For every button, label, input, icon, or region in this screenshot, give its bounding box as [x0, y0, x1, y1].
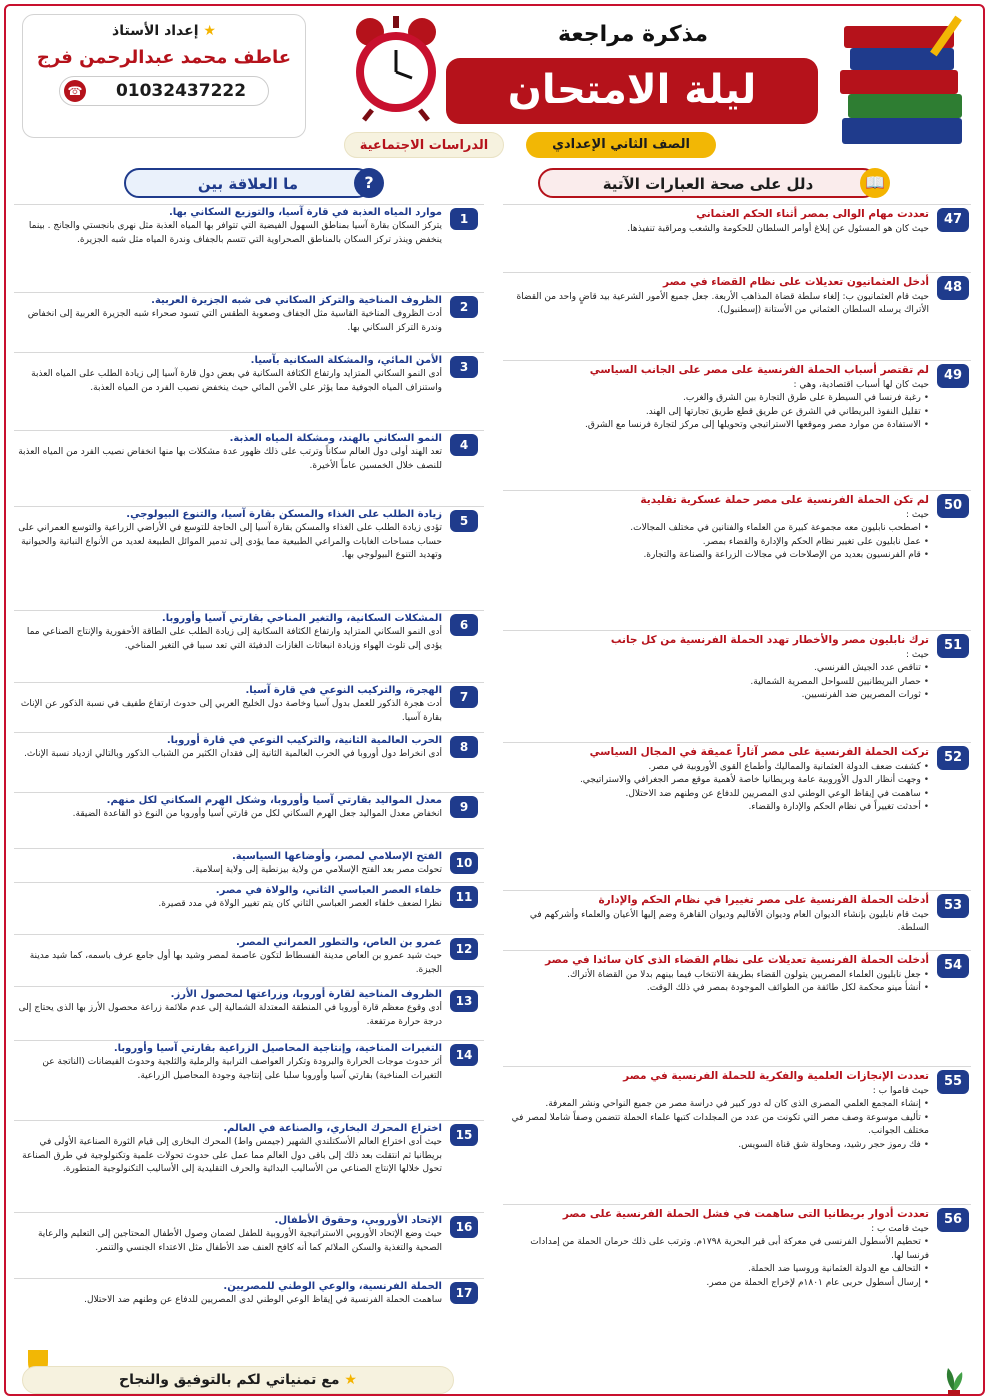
- item-question: تعددت الإنجازات العلمية والفكرية للحملة الفرنسية في مصر: [623, 1070, 929, 1082]
- item-bullet: • كشفت ضعف الدولة العثمانية والمماليك وأطماع القوى الأوروبية في مصر.: [507, 761, 929, 775]
- left-item: [14, 292, 484, 352]
- item-answer: أدى وقوع معظم قارة أوروبا في المنطقة المعتدلة الشمالية إلى عدم ملائمة زراعة محصول الأرز بها الذى يحتاج إلى درجة حرارة مرتفعة.: [18, 1003, 442, 1027]
- item-answer: أدت الظروف المناخية القاسية مثل الجفاف وصعوبة الطقس التي تسود صحراء شبه الجزيرة العربية إلى انخفاض وندرة التركز السكاني بها.: [27, 309, 442, 333]
- right-item: [503, 742, 971, 890]
- item-answer: حيث قاموا ب :: [872, 1085, 929, 1096]
- teacher-label: إعداد الأستاذ: [112, 23, 199, 39]
- item-number-badge: 3: [450, 356, 478, 378]
- item-number-badge: 51: [937, 634, 969, 658]
- item-answer: أدى النمو السكاني المتزايد وارتفاع الكثافة السكانية إلى زيادة الطلب على الطاقة الأحفورية والإنتاج الصناعي مما يؤدى إلى تلوث الهواء وزيادة انبعاثات الغازات الدفيئة التي تعد سببا في التغير المناخي.: [26, 627, 442, 651]
- item-question: ترك نابليون مصر والأخطار تهدد الحملة الفرنسية من كل جانب: [610, 634, 929, 646]
- item-number-badge: 13: [450, 990, 478, 1012]
- teacher-name: عاطف محمد عبدالرحمن فرج: [36, 47, 292, 68]
- book-icon: 📖: [860, 168, 890, 198]
- item-question: معدل المواليد بقارتي آسيا وأوروبا، وشكل الهرم السكاني لكل منهم.: [106, 795, 442, 806]
- item-question: الإتحاد الأوروبي، وحقوق الأطفال.: [274, 1215, 442, 1226]
- item-number-badge: 16: [450, 1216, 478, 1238]
- item-bullet: • تقليل النفوذ البريطاني في الشرق عن طريق قطع طريق تجارتها إلى الهند.: [507, 406, 929, 420]
- left-item: [14, 682, 484, 732]
- title-small: مذكرة مراجعة: [558, 22, 708, 47]
- item-number-badge: 12: [450, 938, 478, 960]
- item-number-badge: 7: [450, 686, 478, 708]
- question-icon: ?: [354, 168, 384, 198]
- item-answer: حيث وضع الإتحاد الأوروبي الاستراتيجية الأوروبية للطفل لضمان وصول الأطفال المحتاجين إلى التعليم والرعاية الصحية والتغذية والسكن الملائم كما أنه كافح العنف ضد الأطفال مثل الاعتداء الجنسي والتنمر.: [37, 1229, 442, 1253]
- section-title-left: [124, 168, 372, 198]
- item-question: الظروف المناخية والتركز السكاني فى شبه الجزيرة العربية.: [151, 295, 442, 306]
- item-bullet: • قام الفرنسيون بعديد من الإصلاحات في مجالات الزراعة والصناعة والتجارة.: [507, 549, 929, 563]
- item-number-badge: 52: [937, 746, 969, 770]
- item-bullet: • رغبة فرنسا في السيطرة على طرق التجارة بين الشرق والغرب.: [507, 392, 929, 406]
- item-number-badge: 50: [937, 494, 969, 518]
- item-bullet: • ثورات المصريين ضد الفرنسيين.: [507, 689, 929, 703]
- item-bullet: • أحدثت تغييراً في نظام الحكم والإدارة والقضاء.: [507, 801, 929, 815]
- right-item: [503, 630, 971, 742]
- item-question: الفتح الإسلامي لمصر، وأوضاعها السياسية.: [232, 851, 442, 862]
- item-question: زيادة الطلب على الغذاء والمسكن بقارة آسيا، والتنوع البيولوجي.: [126, 509, 442, 520]
- item-bullet: • تحطيم الأسطول الفرنسى في معركة أبى قير البحرية ١٧٩٨م. وترتب على ذلك حرمان الحملة من إمدادات فرنسا لها.: [507, 1236, 929, 1263]
- item-answer: حيث كان هو المسئول عن إبلاغ أوامر السلطان للحكومة والشعب ومراقبة تنفيذها.: [627, 223, 929, 234]
- item-number-badge: 15: [450, 1124, 478, 1146]
- left-item: [14, 506, 484, 610]
- item-bullet: • حصار البريطانيين للسواحل المصرية الشمالية.: [507, 676, 929, 690]
- phone-icon: ☎: [64, 80, 86, 102]
- item-question: أدخلت الحملة الفرنسية على مصر تغييرا في نظام الحكم والإدارة: [598, 894, 929, 906]
- item-question: تعددت مهام الوالى بمصر أثناء الحكم العثماني: [696, 208, 929, 220]
- alarm-clock-icon: [350, 12, 442, 124]
- item-number-badge: 9: [450, 796, 478, 818]
- left-item: [14, 1120, 484, 1212]
- item-bullet: • أنشأ مينو محكمة لكل طائفة من الطوائف الموجودة بمصر في ذلك الوقت.: [507, 982, 929, 996]
- item-number-badge: 8: [450, 736, 478, 758]
- left-item: [14, 1040, 484, 1120]
- item-answer: ساهمت الحملة الفرنسية في إيقاظ الوعي الوطني لدى المصريين للدفاع عن وطنهم ضد الاحتلال.: [84, 1295, 442, 1305]
- right-item: [503, 272, 971, 360]
- subject-pill: الدراسات الاجتماعية: [344, 132, 504, 158]
- item-bullet: • جعل نابليون العلماء المصريين يتولون القضاء بطريقة الانتخاب فيما بينهم بدلا من القضاة الأتراك.: [507, 969, 929, 983]
- left-item: [14, 1278, 484, 1334]
- left-item: [14, 732, 484, 792]
- section-title-left-text: ما العلاقة بين: [197, 175, 299, 193]
- section-title-right: [538, 168, 885, 198]
- item-number-badge: 47: [937, 208, 969, 232]
- item-question: تعددت أدوار بريطانيا التى ساهمت في فشل الحملة الفرنسية على مصر: [562, 1208, 929, 1220]
- left-item: [14, 204, 484, 292]
- item-question: موارد المياه العذبة في قارة آسيا، والتوزيع السكاني بها.: [168, 207, 442, 218]
- item-number-badge: 2: [450, 296, 478, 318]
- item-answer: حيث :: [905, 649, 929, 660]
- item-question: الأمن المائي، والمشكلة السكانية بآسيا.: [250, 355, 442, 366]
- item-question: لم تقتصر أسباب الحملة الفرنسية على مصر على الجانب السياسي: [589, 364, 929, 376]
- item-answer: تعد الهند أولى دول العالم سكاناً وترتب على ذلك ظهور عدة مشكلات بها منها انخفاض نصيب الفرد من المياه العذبة للنصف خلال الخمسين عاماً الأخيرة.: [18, 447, 442, 471]
- item-answer: حيث كان لها أسباب اقتصادية، وهي :: [793, 379, 929, 390]
- right-item: [503, 890, 971, 950]
- footer-banner: [22, 1366, 454, 1394]
- item-question: تركت الحملة الفرنسية على مصر آثاراً عميقة في المجال السياسي: [589, 746, 929, 758]
- item-question: الحملة الفرنسية، والوعي الوطني للمصريين.: [223, 1281, 442, 1292]
- item-number-badge: 10: [450, 852, 478, 874]
- left-item: [14, 352, 484, 430]
- item-question: أدخلت الحملة الفرنسية تعديلات على نظام القضاء الذى كان سائدا في مصر: [545, 954, 929, 966]
- right-item: [503, 1066, 971, 1204]
- item-answer: يتركز السكان بقارة آسيا بمناطق السهول الفيضية التي تتوافر بها المياه العذبة مثل نهرى بانجستي والجانج . بينما ينخفض وينذر تركز السكان بالمناطق الصحراوية التي تتسم بالجفاف وندرة المياه مثل شبه الجزيرة.: [28, 221, 442, 245]
- item-question: خلفاء العصر العباسي الثاني، والولاة في مصر.: [215, 885, 442, 896]
- right-column: [503, 204, 971, 1328]
- phone-box: [59, 76, 269, 106]
- item-bullet: • اصطحب نابليون معه مجموعة كبيرة من العلماء والفنانين في مختلف المجالات.: [507, 522, 929, 536]
- phone-number: 01032437222: [115, 81, 247, 101]
- item-number-badge: 55: [937, 1070, 969, 1094]
- item-answer: حيث قام العثمانيون ب: إلغاء سلطة قضاة المذاهب الأربعة. جعل جميع الأمور الشرعية بيد قاضٍ واحد من القضاة الأتراك يرسله السلطان العثماني من الأستانة (إسطنبول).: [516, 291, 929, 316]
- title-big: ليلة الامتحان: [446, 58, 818, 124]
- item-bullet: • فك رموز حجر رشيد، ومحاولة شق قناة السويس.: [507, 1139, 929, 1153]
- item-bullet: • تناقص عدد الجيش الفرنسي.: [507, 662, 929, 676]
- left-item: [14, 610, 484, 682]
- books-stack-icon: [834, 14, 974, 154]
- item-number-badge: 1: [450, 208, 478, 230]
- item-number-badge: 17: [450, 1282, 478, 1304]
- item-answer: حيث قام نابليون بإنشاء الديوان العام وديوان الأقاليم وديوان القاهرة وضم إليها الأعيان والعلماء وأشركهم في السلطة.: [529, 909, 929, 934]
- right-item: [503, 204, 971, 272]
- left-column: [14, 204, 484, 1334]
- left-item: [14, 986, 484, 1040]
- item-bullet: • إرسال أسطول حربى عام ١٨٠١م لإخراج الحملة من مصر.: [507, 1277, 929, 1291]
- item-answer: انخفاض معدل المواليد جعل الهرم السكاني لكل من قارتي آسيا وأوروبا من النوع ذو القاعدة الضيقة.: [72, 809, 442, 819]
- item-answer: أدى النمو السكاني المتزايد وارتفاع الكثافة السكانية في بعض دول قارة آسيا إلى زيادة الطلب على المياه العذبة واستنزاف المياه الجوفية مما يؤثر على الأمن المائي حيث ينخفض نصيب الفرد من المياه العذبة.: [31, 369, 442, 393]
- grade-pill: الصف الثاني الإعدادي: [526, 132, 716, 158]
- left-item: [14, 934, 484, 986]
- item-question: أدخل العثمانيون تعديلات على نظام القضاء في مصر: [663, 276, 929, 288]
- right-item: [503, 950, 971, 1066]
- left-item: [14, 882, 484, 934]
- item-question: عمرو بن العاص، والتطور العمراني المصر.: [235, 937, 442, 948]
- item-answer: نظرا لضعف خلفاء العصر العباسي الثاني كان يتم تغيير الولاة في مدد قصيرة.: [158, 899, 442, 909]
- item-bullet: • ساهمت في إيقاظ الوعي الوطني لدى المصريين للدفاع عن وطنهم ضد الاحتلال.: [507, 788, 929, 802]
- left-item: [14, 848, 484, 882]
- left-item: [14, 430, 484, 506]
- item-bullet: • عمل نابليون على تغيير نظام الحكم والإدارة والقضاء بمصر.: [507, 536, 929, 550]
- item-bullet: • الاستفادة من موارد مصر وموقعها الاستراتيجي وتحويلها إلى مركز لتجارة فرنسا مع الشرق.: [507, 419, 929, 433]
- item-question: اختراع المحرك البخاري، والصناعة في العالم.: [223, 1123, 442, 1134]
- teacher-label-row: [23, 23, 305, 39]
- section-title-right-text: دلل على صحة العبارات الآتية: [602, 175, 814, 193]
- star-icon: ★: [203, 23, 216, 39]
- star-icon: ★: [344, 1372, 357, 1388]
- item-bullet: • تأليف موسوعة وصف مصر التي تكونت من عدد من المجلدات كتبها علماء الحملة تتضمن وصفاً شاملا لمصر في مختلف الجوانب.: [507, 1112, 929, 1139]
- item-number-badge: 11: [450, 886, 478, 908]
- left-item: [14, 792, 484, 848]
- item-number-badge: 4: [450, 434, 478, 456]
- item-bullet: • وجهت أنظار الدول الأوروبية عامة وبريطانيا خاصة لأهمية موقع مصر الجغرافي والاستراتيجي.: [507, 774, 929, 788]
- item-number-badge: 5: [450, 510, 478, 532]
- item-answer: أدى انخراط دول أوروبا في الحرب العالمية الثانية إلى فقدان الكثير من الشباب الذكور وبالتالي ازدياد نسبة الإناث.: [24, 749, 442, 759]
- item-number-badge: 6: [450, 614, 478, 636]
- item-number-badge: 14: [450, 1044, 478, 1066]
- item-answer: حيث قامت ب :: [871, 1223, 929, 1234]
- item-number-badge: 56: [937, 1208, 969, 1232]
- item-bullet: • التحالف مع الدولة العثمانية وروسيا ضد الحملة.: [507, 1263, 929, 1277]
- right-item: [503, 360, 971, 490]
- item-question: لم تكن الحملة الفرنسية على مصر حملة عسكرية تقليدية: [640, 494, 929, 506]
- footer-text: مع تمنياتي لكم بالتوفيق والنجاح: [119, 1372, 340, 1388]
- item-answer: تحولت مصر بعد الفتح الإسلامي من ولاية بيزنطية إلى ولاية إسلامية.: [192, 865, 442, 875]
- item-answer: أثر حدوث موجات الحرارة والبرودة وتكرار العواصف الترابية والرملية والثلجية وحدوث الفيضانات (الناتجة عن التغيرات المناخية) بقارتي آسيا وأوروبا سلبا على إنتاجية وجودة المحاصيل الزراعية.: [42, 1057, 442, 1081]
- item-answer: حيث شيد عمرو بن العاص مدينة الفسطاط لتكون عاصمة لمصر وشيد بها أول جامع عرف باسمه، كما شيد مدينة الجيزة.: [29, 951, 442, 975]
- item-question: التغيرات المناخية، وإنتاجية المحاصيل الزراعية بقارتي آسيا وأوروبا.: [113, 1043, 442, 1054]
- item-question: الحرب العالمية الثانية، والتركيب النوعي في قارة أوروبا.: [166, 735, 442, 746]
- item-answer: أدت هجرة الذكور للعمل بدول آسيا وخاصة دول الخليج العربي إلى حدوث ارتفاع طفيف في نسبة الذكور عن الإناث بقارة آسيا.: [20, 699, 442, 723]
- item-number-badge: 53: [937, 894, 969, 918]
- item-question: الظروف المناخية لقارة أوروبا، وزراعتها لمحصول الأرز.: [170, 989, 442, 1000]
- item-answer: تؤدى زيادة الطلب على الغذاء والمسكن بقارة آسيا إلى الحاجة للتوسع في الأراضي الزراعية والتوسع العمراني على حساب مساحات الغابات والمراعي الطبيعية مما يؤدى إلى تدمير الموائل الطبيعة لعديد من الأنواع النباتية والحيوانية وتهديد التنوع البيولوجي بها.: [18, 523, 442, 560]
- item-answer: حيث أدى اختراع العالم الأسكتلندي الشهير (جيمس واط) المحرك البخارى إلى قيام الثورة الصناعية الأولى في بريطانيا ثم انتقلت بعد ذلك إلى باقى دول العالم مما عمل على حدوث تحولات علمية وتكنولوجية في طرق الصناعة تحول خلالها الإنتاج الصناعي من الأساليب البدائية والحرف التقليدية إلى الأساليب التكنولوجية المتطورة.: [22, 1137, 442, 1174]
- right-item: [503, 490, 971, 630]
- right-item: [503, 1204, 971, 1328]
- plant-icon: [938, 1362, 970, 1396]
- item-bullet: • إنشاء المجمع العلمي المصرى الذى كان له دور كبير في دراسة مصر من جميع النواحي ونشر المعرفة.: [507, 1098, 929, 1112]
- header: [8, 8, 981, 158]
- item-number-badge: 49: [937, 364, 969, 388]
- teacher-box: [22, 14, 306, 138]
- item-question: الهجرة، والتركيب النوعي في قارة آسيا.: [245, 685, 442, 696]
- item-answer: حيث :: [905, 509, 929, 520]
- item-question: المشكلات السكانية، والتغير المناخي بقارتي آسيا وأوروبا.: [161, 613, 442, 624]
- item-question: النمو السكاني بالهند، ومشكلة المياه العذبة.: [229, 433, 442, 444]
- item-number-badge: 54: [937, 954, 969, 978]
- left-item: [14, 1212, 484, 1278]
- item-number-badge: 48: [937, 276, 969, 300]
